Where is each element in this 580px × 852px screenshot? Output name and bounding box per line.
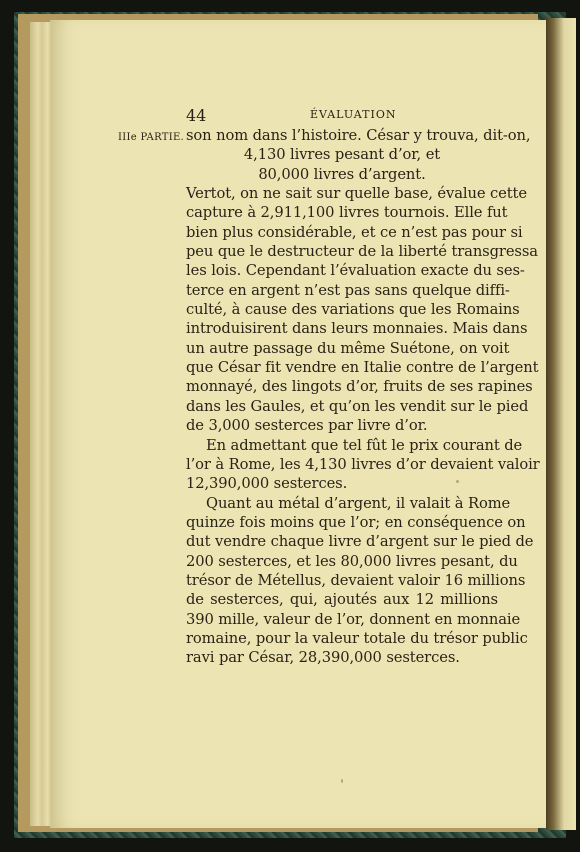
- text-line: de sesterces, qui, ajoutés aux 12 millions: [186, 591, 498, 609]
- text-line: capture à 2,911,100 livres tournois. Elle fut: [186, 204, 508, 222]
- text-line: culté, à cause des variations que les Romains: [186, 301, 520, 319]
- text-line: terce en argent n’est pas sans quelque diffi-: [186, 281, 510, 299]
- text-line: quinze fois moins que l’or; en conséquence on: [186, 513, 526, 531]
- paper-speck: [456, 480, 459, 483]
- text-line: introduisirent dans leurs monnaies. Mais dans: [186, 320, 528, 338]
- page-text-block: [186, 106, 540, 668]
- text-line: les lois. Cependant l’évaluation exacte du ses-: [186, 262, 525, 280]
- page-stack: [30, 22, 52, 826]
- margin-note: IIIe PARTIE.: [118, 132, 185, 143]
- text-line: 200 sesterces, et les 80,000 livres pesant, du: [186, 552, 518, 570]
- page-gutter: [546, 18, 576, 830]
- text-line: peu que le destructeur de la liberté transgressa: [186, 243, 538, 261]
- text-line: Quant au métal d’argent, il valait à Rome: [206, 494, 511, 512]
- text-line: bien plus considérable, et ce n’est pas pour si: [186, 223, 523, 241]
- text-line: l’or à Rome, les 4,130 livres d’or devaient valoir: [186, 455, 540, 473]
- text-line: 4,130 livres pesant d’or, et: [243, 146, 441, 164]
- text-line: trésor de Métellus, devaient valoir 16 millions: [186, 571, 526, 589]
- body-text: [186, 126, 540, 668]
- text-line: Vertot, on ne sait sur quelle base, évalue cette: [186, 185, 527, 203]
- page-header: [186, 106, 498, 126]
- text-line: romaine, pour la valeur totale du trésor public: [186, 629, 528, 647]
- text-line: En admettant que tel fût le prix courant de: [206, 436, 523, 454]
- text-line: 390 mille, valeur de l’or, donnent en monnaie: [186, 610, 521, 628]
- text-line: dans les Gaules, et qu’on les vendit sur le pied: [186, 397, 529, 415]
- text-line: 12,390,000 sesterces.: [186, 475, 348, 493]
- text-line: que César fit vendre en Italie contre de l’argent: [186, 359, 539, 377]
- text-line: ravi par César, 28,390,000 sesterces.: [186, 649, 460, 667]
- text-line: un autre passage du même Suétone, on voit: [186, 339, 510, 357]
- text-line: monnayé, des lingots d’or, fruits de ses rapines: [186, 378, 533, 396]
- paper-speck: [341, 779, 343, 783]
- running-head: ÉVALUATION: [310, 108, 397, 121]
- text-line: de 3,000 sesterces par livre d’or.: [186, 417, 428, 435]
- text-line: 80,000 livres d’argent.: [258, 165, 426, 183]
- page-number: 44: [186, 106, 207, 125]
- text-line: son nom dans l’histoire. César y trouva, dit-on,: [186, 127, 531, 144]
- text-line: dut vendre chaque livre d’argent sur le pied de: [186, 533, 534, 551]
